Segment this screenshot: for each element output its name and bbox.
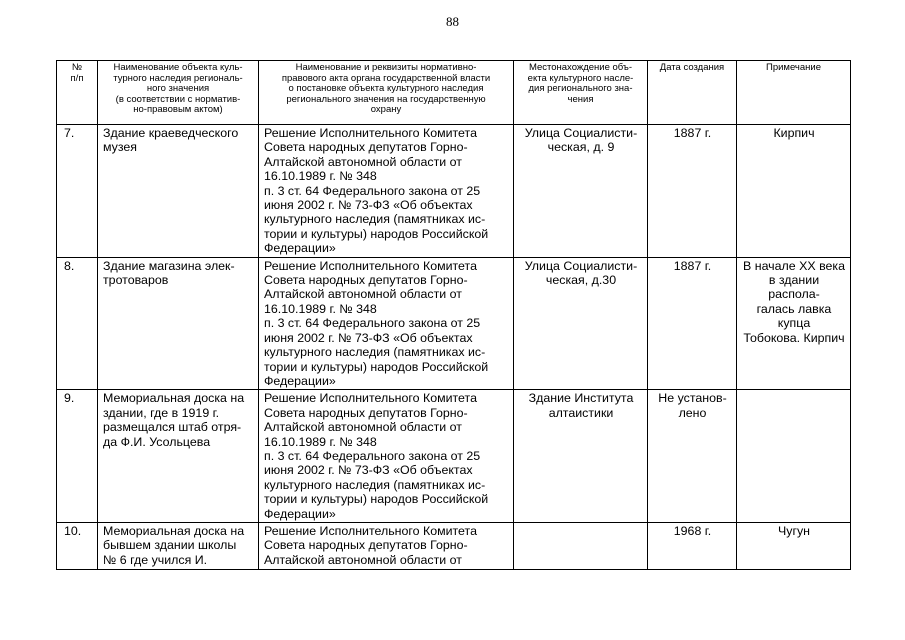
table-row xyxy=(57,522,851,569)
header-location: Местонахождение объ- екта культурного насле- дия регионального зна- чения xyxy=(514,61,648,125)
table-header-row xyxy=(57,61,851,125)
row-num: 10. xyxy=(57,522,98,569)
row-note: Кирпич xyxy=(737,125,851,258)
row-date: Не установ- лено xyxy=(648,390,737,523)
header-object-name: Наименование объекта куль- турного наследия региональ- ного значения (в соответствии с норматив- но-правовым актом) xyxy=(98,61,259,125)
row-num: 9. xyxy=(57,390,98,523)
row-date: 1968 г. xyxy=(648,522,737,569)
row-num: 7. xyxy=(57,125,98,258)
header-date: Дата создания xyxy=(648,61,737,125)
row-location: Улица Социалисти- ческая, д. 9 xyxy=(514,125,648,258)
row-note: В начале XX века в здании распола- галась лавка купца Тобокова. Кирпич xyxy=(737,257,851,390)
row-object-name: Здание магазина элек- тротоваров xyxy=(98,257,259,390)
header-legal-act: Наименование и реквизиты нормативно- правового акта органа государственной власти о постановке объекта культурного наследия регионального значения на государственную охрану xyxy=(259,61,514,125)
row-location: Здание Института алтаистики xyxy=(514,390,648,523)
row-object-name: Мемориальная доска на здании, где в 1919 г. размещался штаб отря- да Ф.И. Усольцева xyxy=(98,390,259,523)
row-date: 1887 г. xyxy=(648,125,737,258)
heritage-registry-table xyxy=(56,60,851,570)
table-row xyxy=(57,257,851,390)
row-location: Улица Социалисти- ческая, д.30 xyxy=(514,257,648,390)
row-date: 1887 г. xyxy=(648,257,737,390)
row-object-name: Мемориальная доска на бывшем здании школы № 6 где учился И. xyxy=(98,522,259,569)
row-num: 8. xyxy=(57,257,98,390)
row-legal-act: Решение Исполнительного Комитета Совета народных депутатов Горно- Алтайской автономной области от xyxy=(259,522,514,569)
row-object-name: Здание краеведческого музея xyxy=(98,125,259,258)
row-note xyxy=(737,390,851,523)
row-legal-act: Решение Исполнительного Комитета Совета народных депутатов Горно- Алтайской автономной области от 16.10.1989 г. № 348 п. 3 ст. 64 Федерального закона от 25 июня 2002 г. № 73-ФЗ «Об объектах культурного наследия (памятниках ис- тории и культуры) народов Российской Федерации» xyxy=(259,390,514,523)
table-row xyxy=(57,125,851,258)
header-num: № п/п xyxy=(57,61,98,125)
page-number: 88 xyxy=(446,14,459,29)
row-location xyxy=(514,522,648,569)
row-note: Чугун xyxy=(737,522,851,569)
header-note: Примечание xyxy=(737,61,851,125)
row-legal-act: Решение Исполнительного Комитета Совета народных депутатов Горно- Алтайской автономной области от 16.10.1989 г. № 348 п. 3 ст. 64 Федерального закона от 25 июня 2002 г. № 73-ФЗ «Об объектах культурного наследия (памятниках ис- тории и культуры) народов Российской Федерации» xyxy=(259,125,514,258)
row-legal-act: Решение Исполнительного Комитета Совета народных депутатов Горно- Алтайской автономной области от 16.10.1989 г. № 348 п. 3 ст. 64 Федерального закона от 25 июня 2002 г. № 73-ФЗ «Об объектах культурного наследия (памятниках ис- тории и культуры) народов Российской Федерации» xyxy=(259,257,514,390)
table-row xyxy=(57,390,851,523)
